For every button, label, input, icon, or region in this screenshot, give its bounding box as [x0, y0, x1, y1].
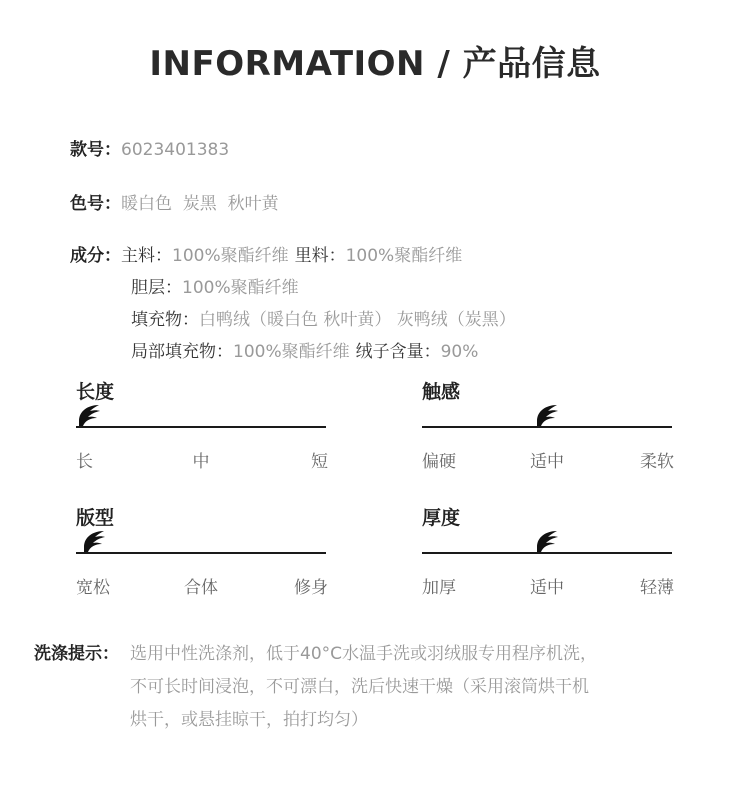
touch-left-label: 偏硬	[422, 452, 456, 472]
length-left-label: 长	[76, 452, 93, 472]
thickness-labels	[422, 573, 672, 597]
lining-label: 里料：	[294, 246, 346, 266]
color-label: 色号：	[70, 194, 121, 214]
fit-mid-label: 合体	[184, 578, 218, 598]
fit-track	[76, 552, 326, 554]
style-number-row	[70, 139, 229, 161]
touch-right-label: 柔软	[640, 452, 674, 472]
fit-left-label: 宽松	[76, 578, 110, 598]
filling-value: 白鸭绒（暖白色 秋叶黄） 灰鸭绒（炭黑）	[199, 310, 516, 330]
fit-title: 版型	[76, 507, 115, 529]
inner-layer-label: 胆层：	[131, 278, 182, 298]
composition-row-1	[70, 245, 462, 267]
partial-filling-value: 100%聚酯纤维	[233, 342, 350, 362]
washing-line-2: 不可长时间浸泡，不可漂白，洗后快速干燥（采用滚筒烘干机	[130, 677, 589, 697]
wing-logo-icon	[81, 528, 107, 554]
washing-label: 洗涤提示：	[34, 644, 119, 664]
wing-logo-icon	[534, 528, 560, 554]
lining-value: 100%聚酯纤维	[345, 246, 463, 266]
fit-right-label: 修身	[294, 578, 328, 598]
wing-logo-icon	[76, 402, 102, 428]
style-number-label: 款号：	[70, 140, 121, 160]
composition-row-4	[131, 341, 478, 363]
down-content-label: 绒子含量：	[355, 342, 441, 362]
touch-mid-label: 适中	[530, 452, 564, 472]
fit-labels	[76, 573, 326, 597]
touch-labels	[422, 447, 672, 471]
washing-text	[130, 638, 690, 737]
wing-logo-icon	[534, 402, 560, 428]
inner-layer-value: 100%聚酯纤维	[182, 278, 299, 298]
filling-label: 填充物：	[131, 310, 199, 330]
washing-line-1: 选用中性洗涤剂，低于40°C水温手洗或羽绒服专用程序机洗，	[130, 644, 598, 664]
length-right-label: 短	[311, 452, 328, 472]
color-value: 暖白色 炭黑 秋叶黄	[121, 194, 279, 214]
color-row	[70, 193, 279, 215]
style-number-value: 6023401383	[121, 140, 230, 160]
main-material-value: 100%聚酯纤维	[172, 246, 289, 266]
length-labels	[76, 447, 326, 471]
washing-line-3: 烘干，或悬挂晾干，拍打均匀）	[130, 710, 368, 730]
thickness-left-label: 加厚	[422, 578, 456, 598]
page-title: INFORMATION / 产品信息	[149, 44, 601, 84]
composition-label: 成分：	[70, 246, 121, 266]
thickness-mid-label: 适中	[530, 578, 564, 598]
down-content-value: 90%	[440, 342, 479, 362]
main-material-label: 主料：	[121, 246, 172, 266]
length-track	[76, 426, 326, 428]
length-title: 长度	[76, 381, 115, 403]
thickness-right-label: 轻薄	[640, 578, 674, 598]
composition-row-2	[131, 277, 299, 299]
thickness-title: 厚度	[422, 507, 461, 529]
touch-title: 触感	[422, 381, 461, 403]
composition-row-3	[131, 309, 516, 331]
length-mid-label: 中	[192, 452, 210, 472]
partial-filling-label: 局部填充物：	[131, 342, 233, 362]
